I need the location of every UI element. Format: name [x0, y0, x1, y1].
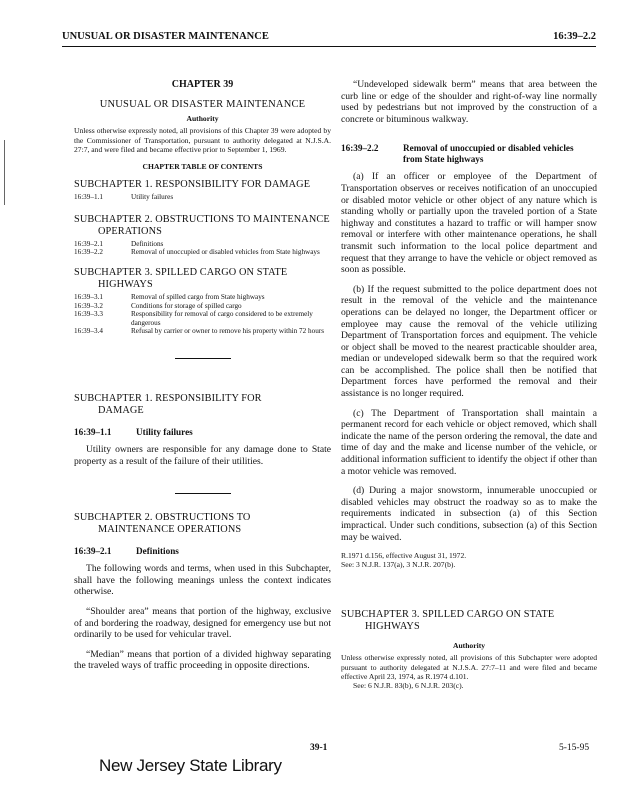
paragraph-b: (b) If the request submitted to the police department does not result in the removal of the vehicle and the maintenance operations can be delayed no longer, the Department officer or employee may cause the removal of the vehicle utilizing Department of Transportation forces and equipment. The vehicle or object shall be moved to the nearest practicable shoulder area, median or undeveloped sidewalk berm so that the required work can be accomplished. The police shall then be notified that Department forces have performed the removal and their assistance is no longer required. [341, 283, 597, 400]
toc-subchapter-heading: SUBCHAPTER 3. SPILLED CARGO ON STATE [74, 266, 288, 278]
toc-item [74, 248, 331, 257]
library-stamp: New Jersey State Library [99, 756, 282, 775]
toc-item-number: 16:39–2.1 [74, 239, 103, 248]
toc-subchapter-1 [74, 179, 331, 202]
toc-item [74, 193, 331, 202]
toc-item-number: 16:39–3.4 [74, 327, 103, 336]
left-column [74, 70, 331, 672]
subchapter-3-heading-cont: HIGHWAYS [365, 621, 420, 633]
toc-item-title: Responsibility for removal of cargo considered to be extremely dangerous [131, 310, 313, 327]
paragraph-d: (d) During a major snowstorm, innumerable unoccupied or disabled vehicles may obstruct the roadway so as to make the requirements indicated in subsection (a) of this Section impractical. Under such conditions, subsection (a) of this Section may be waived. [341, 485, 597, 543]
toc-subchapter-heading: SUBCHAPTER 2. OBSTRUCTIONS TO MAINTENANCE [74, 213, 330, 225]
header-section-range: 16:39–2.2 [553, 31, 596, 42]
section-number: 16:39–2.1 [74, 546, 112, 557]
section-number: 16:39–1.1 [74, 426, 112, 437]
toc-subchapter-heading-cont: HIGHWAYS [98, 278, 153, 290]
subchapter-3-heading: SUBCHAPTER 3. SPILLED CARGO ON STATE [341, 609, 555, 621]
paragraph-c: (c) The Department of Transportation shall maintain a permanent record for each vehicle or object removed, which shall indicate the name of the person ordering the removal, the date and time of day and the make and license number of the vehicle, or additional information sufficient to identify the object if other than a motor vehicle was removed. [341, 407, 597, 477]
definition-sidewalk-berm: “Undeveloped sidewalk berm” means that area between the curb line or edge of the shoulder and right-of-way line normally used by pedestrians but not improved by the construction of a concrete or bituminous walkway. [341, 79, 597, 125]
toc-subchapter-heading-cont: OPERATIONS [98, 225, 162, 237]
toc-item [74, 310, 331, 327]
binder-mark [4, 140, 5, 205]
section-heading [74, 427, 331, 438]
authority-label: Authority [452, 641, 486, 651]
authority-label: Authority [186, 114, 219, 124]
toc-item-number: 16:39–3.3 [74, 310, 103, 319]
authority-text: Unless otherwise expressly noted, all provisions of this Subchapter were adopted pursuant to authority delegated at N.J.S.A. 27:7–11 and were filed and became effective April 23, 1974, as R.1974 d.101. [341, 653, 597, 681]
subchapter-2-heading: SUBCHAPTER 2. OBSTRUCTIONS TO [74, 512, 251, 524]
toc-subchapter-3 [74, 267, 331, 336]
chapter-number: CHAPTER 39 [171, 79, 234, 90]
subchapter-1-heading: SUBCHAPTER 1. RESPONSIBILITY FOR [74, 392, 262, 404]
definition-median: “Median” means that portion of a divided highway separating the traveled ways of traffic proceeding in opposite directions. [74, 648, 331, 672]
toc-item-title: Removal of spilled cargo from State highways [131, 292, 265, 301]
toc-item-title: Removal of unoccupied or disabled vehicles from State highways [131, 248, 320, 257]
toc-item-title: Conditions for storage of spilled cargo [131, 301, 242, 310]
section-title: Utility failures [136, 426, 193, 437]
toc-item-number: 16:39–2.2 [74, 248, 103, 257]
running-header [62, 30, 596, 47]
section-number: 16:39–2.2 [341, 143, 379, 154]
subchapter-1-heading-cont: DAMAGE [98, 404, 144, 416]
toc-item-number: 16:39–3.2 [74, 301, 103, 310]
toc-item-number: 16:39–3.1 [74, 292, 103, 301]
toc-item-title: Utility failures [131, 193, 174, 202]
revision-date: 5-15-95 [559, 743, 590, 753]
toc-item [74, 327, 331, 336]
section-heading [74, 546, 331, 557]
chapter-title: UNUSUAL OR DISASTER MAINTENANCE [99, 98, 306, 110]
section-title-cont: from State highways [403, 154, 484, 165]
toc-subchapter-heading: SUBCHAPTER 1. RESPONSIBILITY FOR DAMAGE [74, 179, 311, 191]
section-heading [341, 143, 597, 154]
authority-text: Unless otherwise expressly noted, all provisions of this Chapter 39 were adopted by the Commissioner of Transportation, pursuant to authority delegated at N.J.S.A. 27:7, and were filed and became effective prior to September 1, 1969. [74, 126, 331, 154]
subchapter-2-heading-cont: MAINTENANCE OPERATIONS [98, 524, 242, 536]
section-title: Definitions [136, 546, 179, 557]
toc-item-title: Refusal by carrier or owner to remove his property within 72 hours [131, 327, 325, 336]
toc-item-number: 16:39–1.1 [74, 193, 103, 202]
section-title: Removal of unoccupied or disabled vehicles [403, 143, 574, 154]
right-column [341, 70, 597, 690]
definition-shoulder-area: “Shoulder area” means that portion of the highway, exclusive of and bordering the roadway, designed for emergency use but not ordinarily to be used for vehicular travel. [74, 605, 331, 641]
section-text: Utility owners are responsible for any damage done to State property as a result of the failure of their utilities. [74, 443, 331, 467]
header-title: UNUSUAL OR DISASTER MAINTENANCE [62, 31, 269, 42]
toc-subchapter-2 [74, 214, 331, 257]
toc-title: CHAPTER TABLE OF CONTENTS [142, 162, 263, 171]
toc-item [74, 302, 331, 311]
toc-item-title: Definitions [131, 239, 164, 248]
page-number: 39-1 [310, 743, 328, 753]
toc-item [74, 293, 331, 302]
paragraph-a: (a) If an officer or employee of the Department of Transportation observes or receives notification of an unoccupied or disabled motor vehicle or other object of any nature which is standing wholly or partially upon the traveled portion of a State highway and constitutes a hazard to traffic or will hamper snow removal or interfere with other maintenance operations, he shall transmit such information to the local police department and request that they arrange to have the vehicle or object removed as soon as possible. [341, 171, 597, 276]
history-see: See: 3 N.J.R. 137(a), 3 N.J.R. 207(b). [341, 560, 456, 570]
history-note: R.1971 d.156, effective August 31, 1972. [341, 551, 467, 561]
toc-item [74, 240, 331, 249]
authority-see: See: 6 N.J.R. 83(b), 6 N.J.R. 203(c). [353, 681, 464, 690]
section-intro: The following words and terms, when used in this Subchapter, shall have the following meanings unless the context indicates otherwise. [74, 563, 331, 598]
